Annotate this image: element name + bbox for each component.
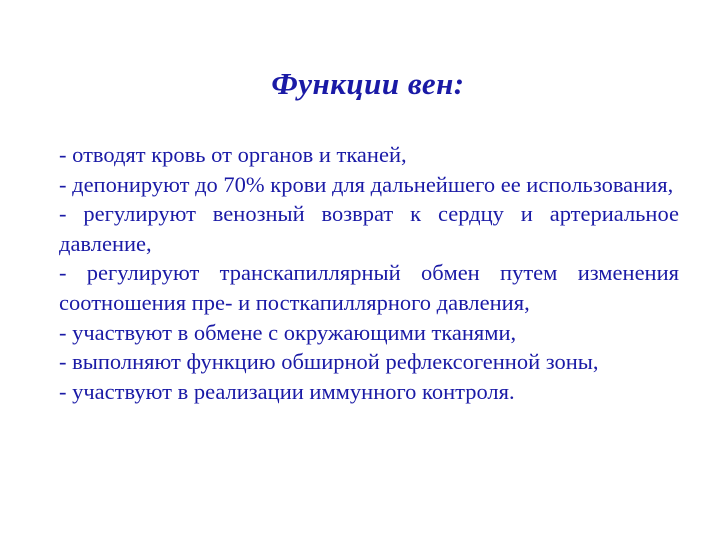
list-item: - депонируют до 70% крови для дальнейшего ее использования, [59, 171, 674, 197]
list-item: - регулируют венозный возврат к сердцу и артериальное давление, [59, 201, 679, 256]
functions-list [59, 140, 679, 406]
list-item: - отводят кровь от органов и тканей, [59, 142, 407, 167]
list-item: - выполняют функцию обширной рефлексогенной зоны, [59, 349, 599, 375]
list-item: - участвуют в реализации иммунного контроля. [59, 378, 515, 404]
slide-title: Функции вен: [271, 66, 465, 101]
list-item: - регулируют транскапиллярный обмен путем изменения соотношения пре- и посткапиллярного давления, [59, 260, 679, 315]
list-item: - участвуют в обмене с окружающими тканями, [59, 319, 517, 345]
